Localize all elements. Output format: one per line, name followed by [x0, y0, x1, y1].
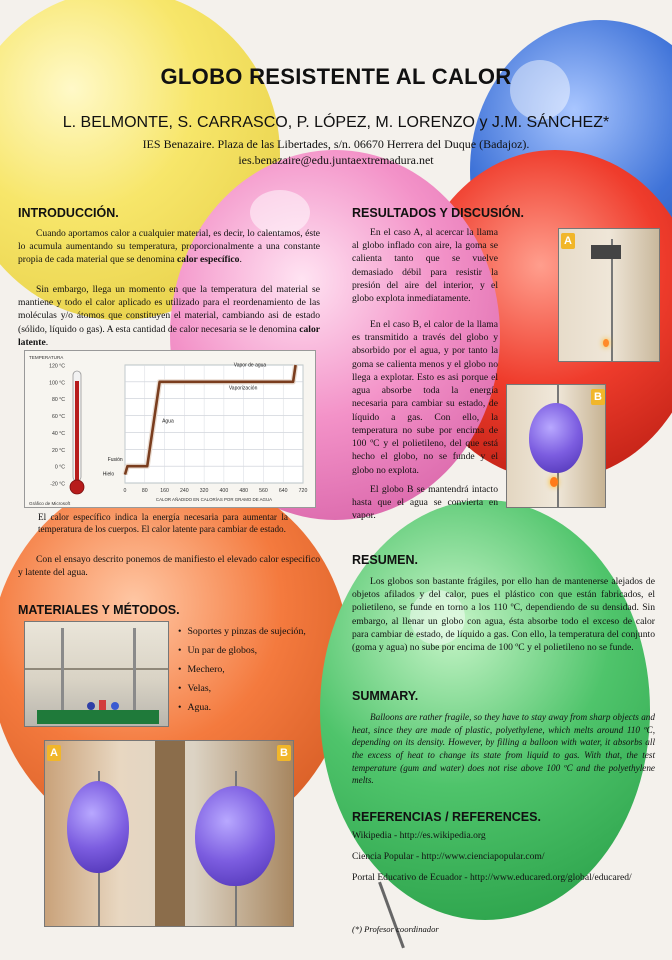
- intro-heading: INTRODUCCIÓN.: [18, 206, 119, 220]
- thermometer-bulb: [70, 480, 84, 494]
- materials-photo: [24, 621, 169, 727]
- results-heading: RESULTADOS Y DISCUSIÓN.: [352, 206, 525, 220]
- x-tick-label: 0: [123, 488, 127, 494]
- poster-authors: L. BELMONTE, S. CARRASCO, P. LÓPEZ, M. LORENZO y J.M. SÁNCHEZ*: [62, 114, 610, 131]
- reference-item: Ciencia Popular - http://www.cienciapopular.com/: [352, 851, 545, 862]
- photo-tag-a: A: [47, 745, 61, 761]
- list-item: • Soportes y pinzas de sujeción,: [178, 626, 306, 637]
- footnote: (*) Profesor coordinador: [352, 924, 439, 934]
- heat-chart: [25, 351, 317, 509]
- list-item: • Mechero,: [178, 664, 306, 675]
- x-tick-label: 240: [180, 488, 189, 494]
- y-tick-label: 100 °C: [49, 380, 65, 387]
- intro-paragraph-2: Sin embargo, llega un momento en que la temperatura del material se mantiene y todo el calor aplicado es utilizado para el reordenamiento de las moléculas y/o átomos que constituyen el material, cambiando asi de estado (sólido, líquido o gas). A esta cantidad de calor necesaria se le denomina calor latente.: [18, 284, 320, 348]
- chart-annotation: Fusión: [107, 457, 123, 464]
- result-b-photo: [506, 384, 606, 508]
- y-tick-label: -20 °C: [50, 481, 65, 488]
- list-item: • Un par de globos,: [178, 645, 306, 656]
- chart-annotation: Vapor de agua: [233, 362, 267, 369]
- photo-tag-b: B: [591, 389, 605, 405]
- y-tick-label: 60 °C: [51, 414, 65, 421]
- poster-title: GLOBO RESISTENTE AL CALOR: [160, 64, 512, 89]
- x-tick-label: 480: [239, 488, 248, 494]
- references-heading: REFERENCIAS / REFERENCES.: [352, 810, 541, 824]
- result-a-photo: [558, 228, 660, 362]
- y-tick-label: 20 °C: [51, 447, 65, 454]
- y-axis-label: TEMPERATURA: [29, 355, 64, 360]
- materials-heading: MATERIALES Y MÉTODOS.: [18, 603, 180, 617]
- summary-heading: SUMMARY.: [352, 689, 419, 703]
- y-tick-label: 80 °C: [51, 397, 65, 404]
- resumen-heading: RESUMEN.: [352, 553, 418, 567]
- y-tick-label: 120 °C: [49, 363, 65, 370]
- chart-caption: El calor específico indica la energía necesaria para aumentar la temperatura de los cuerpos. El calor latente para cambiar de estado.: [38, 512, 288, 535]
- poster-affiliation: IES Benazaire. Plaza de las Libertades, s/n. 06670 Herrera del Duque (Badajoz).: [142, 137, 530, 151]
- poster-email: ies.benazaire@edu.juntaextremadura.net: [238, 153, 434, 167]
- x-axis-label: CALOR AÑADIDO EN CALORÍAS POR GRAMO DE AGUA: [155, 497, 273, 502]
- photo-tag-a: A: [561, 233, 575, 249]
- photo-tag-b: B: [277, 745, 291, 761]
- x-tick-label: 320: [199, 488, 209, 494]
- chart-annotation: Agua: [162, 418, 174, 425]
- chart-annotation: Hielo: [102, 471, 115, 478]
- chart-annotation: Vaporización: [228, 385, 258, 392]
- results-paragraph-3: El globo B se mantendrá intacto hasta que el agua se convierta en vapor.: [352, 484, 498, 522]
- thermometer-mercury: [75, 381, 79, 481]
- balloons-ab-photo: [44, 740, 294, 927]
- list-item: • Velas,: [178, 683, 306, 694]
- y-tick-label: 40 °C: [51, 430, 65, 437]
- x-tick-label: 720: [298, 488, 308, 494]
- list-item: • Agua.: [178, 702, 306, 713]
- x-tick-label: 560: [259, 488, 268, 494]
- x-tick-label: 160: [160, 488, 169, 494]
- x-tick-label: 640: [278, 488, 288, 494]
- resumen-text: Los globos son bastante frágiles, por ello han de mantenerse alejados de objetos afilados y del calor, pues el plástico con que están fabricados, el polietileno, se funde en torno a los 110 ºC, dependiendo de su densidad. Sin embargo, al llenar un globo con agua, ésta absorbe todo el exceso de calor para cambiar de estado, de líquido a gas. Con ello, la temperatura del conjunto (goma y agua) no sube por encima de 100 ºC y el polietileno no se funde.: [352, 576, 655, 654]
- intro-paragraph-1: Cuando aportamos calor a cualquier material, es decir, lo calentamos, éste lo acumula aumentando su temperatura, proporcionalmente a una constante propia de cada material que se denomina calor específico.: [18, 228, 320, 266]
- y-tick-label: 0 °C: [54, 464, 65, 471]
- materials-list: [178, 626, 306, 721]
- chart-source: Gráfico de Microsoft: [29, 501, 71, 506]
- x-tick-label: 400: [219, 488, 229, 494]
- heat-chart-panel: [24, 350, 316, 508]
- references-list: [352, 830, 662, 893]
- reference-item: Wikipedia - http://es.wikipedia.org: [352, 830, 486, 841]
- summary-text: Balloons are rather fragile, so they have to stay away from sharp objects and heat, since they are made of plastic, polyethylene, which melts around 110 ºC, depending on its density. However, by filling a balloon with water, it absorbs all the excess of heat to change its state from liquid to gas. With that, the test temperature (gum and water) does not rise above 100 ºC and the polyethylene melts.: [352, 712, 655, 786]
- results-paragraph-1: En el caso A, al acercar la llama al globo inflado con aire, la goma se calienta tanto que se vuelve demasiado débil para resistir la presión del aire del interior, y el globo explota inmediatamente.: [352, 227, 498, 305]
- intro-paragraph-3: Con el ensayo descrito ponemos de manifiesto el elevado calor especifico y latente del agua.: [18, 554, 320, 579]
- reference-item: Portal Educativo de Ecuador - http://www.educared.org/global/educared/: [352, 872, 632, 883]
- x-tick-label: 80: [141, 488, 148, 494]
- results-paragraph-2: En el caso B, el calor de la llama es transmitido a través del globo y absorbido por el agua, y por tanto la goma se calienta menos y el globo no llega a explotar. Esto es asi porque el agua absorbe toda la energía necesaria para cambiar su estado, de líquido a gas. Con ello, la temperatura no sube por encima de 100 ºC y el polietileno, del que está hecho el globo, no se funde y el globo no explota.: [352, 319, 498, 476]
